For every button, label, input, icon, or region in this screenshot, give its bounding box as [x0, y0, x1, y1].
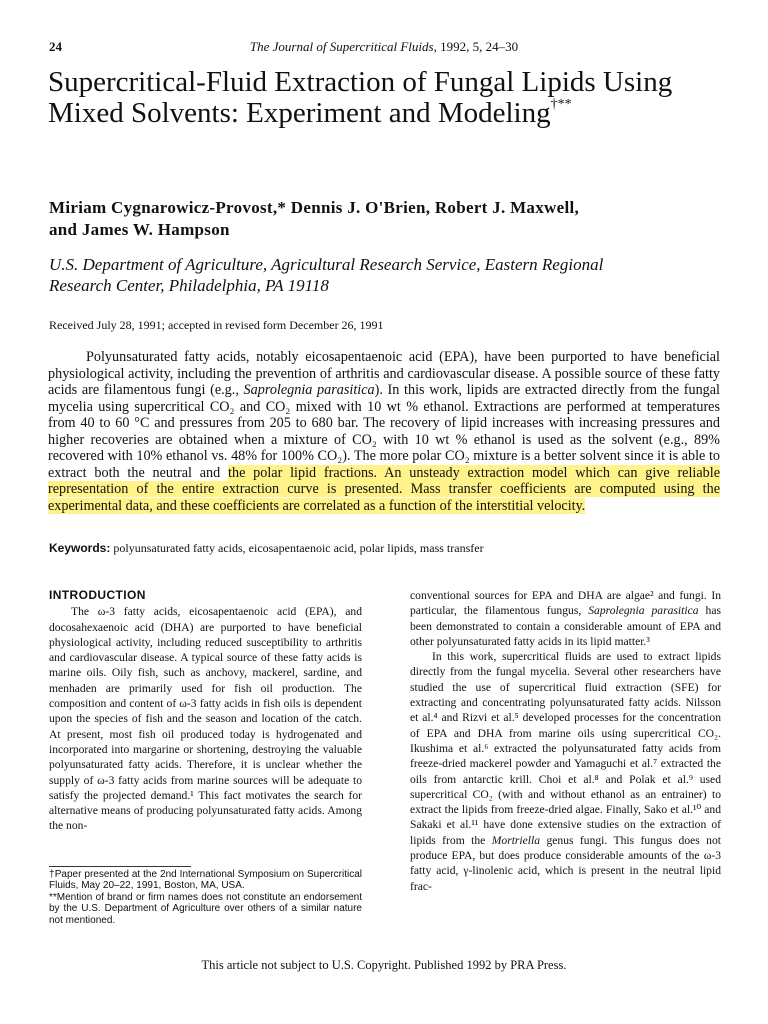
- journal-citation: , 1992, 5, 24–30: [433, 39, 519, 54]
- introduction-paragraph: The ω-3 fatty acids, eicosapentaenoic acid (EPA), and docosahexaenoic acid (DHA) are purported to have beneficial physiological activity, including reduced susceptibility to arthritis and cardiovascular disease. A typical source of these fatty acids is marine oils. Oily fish, such as anchovy, mackerel, sardine, and menhaden are primarily used for fish oil production. The composition and content of ω-3 fatty acids in fish oils is dependent upon the species of fish and the season and location of the catch. At present, most fish oil produced today is hydrogenated and incorporated into margarine or shortening, destroying the valuable polyunsaturated fatty acids. Therefore, it is unclear whether the supply of ω-3 fatty acids from marine sources will be adequate to satisfy the projected demand.¹ This fact motivates the search for alternative means of producing polyunsaturated fatty acids. Among the non-: [49, 605, 362, 833]
- author-list: [49, 197, 729, 241]
- keywords: [49, 541, 484, 556]
- right-text-1a: conventional sources for EPA and DHA are algae² and fungi. In particular, the filamentous fungus,: [410, 589, 721, 618]
- right-paragraph-1: [410, 588, 721, 649]
- title-footnote-marks: †**: [550, 97, 572, 112]
- abstract-text-1: Polyunsaturated fatty acids, notably eicosapentaenoic acid (EPA), have been purported to have beneficial physiological activity, including the prevention of arthritis and cardiovascular disease. A possible source of these fatty acids are filamentous fungi (e.g.,: [48, 349, 720, 398]
- running-header: [0, 39, 768, 55]
- affiliation: [49, 254, 729, 296]
- copyright-footer: This article not subject to U.S. Copyright. Published 1992 by PRA Press.: [201, 958, 567, 972]
- abstract: [48, 349, 720, 514]
- abstract-species: Saprolegnia parasitica: [243, 382, 375, 398]
- right-genus: Mortriella: [491, 833, 541, 847]
- right-text-2a: In this work, supercritical fluids are used to extract lipids directly from the fungal mycelia. Several other researchers have studied the use of supercritical fluid extraction (SFE) for extracting and concentrating polyunsaturated fatty acids. Nilsson et al.⁴ and Rizvi et al.⁵ developed processes for the concentration of EPA and DHA from marine oils using supercritical CO₂. Ikushima et al.⁶ extracted the polyunsaturated fatty acids from freeze-dried mackerel powder and Yamaguchi et al.⁷ extracted the oils from antarctic krill. Choi et al.⁸ and Polak et al.⁹ used supercritical CO₂ (with and without ethanol as an entrainer) to extract the lipids from freeze-dried algae. Finally, Sako et al.¹⁰ and Sakaki et al.¹¹ have done extensive studies on the extraction of lipids from the: [410, 650, 721, 847]
- right-paragraph-2: [410, 649, 721, 894]
- author-line-2: and James W. Hampson: [49, 220, 230, 239]
- article-title-text: Supercritical-Fluid Extraction of Fungal Lipids Using Mixed Solvents: Experiment and Modeling: [48, 66, 673, 129]
- abstract-text-2: ). In this work, lipids are extracted directly from the fungal mycelia using supercritical CO₂ and CO₂ mixed with 10 wt % ethanol. Extractions are performed at temperatures from 40 to 60 °C and pressures from 205 to 680 bar. The recovery of lipid increases with increasing pressures and higher recoveries are obtained when a mixture of CO₂ with 10 wt % ethanol is used as the solvent (e.g., 89% recovered with 10% ethanol vs. 48% for 100% CO₂). The more polar CO₂ mixture is a better solvent since it is able to extract both the neutral and: [48, 382, 721, 481]
- right-text-1b: has been demonstrated to contain a considerable amount of EPA and other polyunsaturated fatty acids in its lipid matter.³: [410, 604, 721, 648]
- page-number: 24: [49, 39, 62, 54]
- footnote-1: †Paper presented at the 2nd International Symposium on Supercritical Fluids, May 20–22, 1991, Boston, MA, USA.: [49, 869, 362, 892]
- right-text-2b: genus fungi. This fungus does not produce EPA, but does produce considerable amounts of the ω-3 fatty acid, γ-linolenic acid, which is present in the neutral lipid frac-: [410, 833, 722, 893]
- right-column: [410, 588, 721, 894]
- affiliation-line-1: U.S. Department of Agriculture, Agricultural Research Service, Eastern Regional: [49, 255, 604, 274]
- footnote-divider: [49, 866, 191, 867]
- abstract-highlight[interactable]: the polar lipid fractions. An unsteady extraction model which can give reliable representation of the entire extraction curve is presented. Mass transfer coefficients are computed using the experimental data, and these coefficients are correlated as a function of the interstitial velocity.: [48, 464, 720, 514]
- right-species: Saprolegnia parasitica: [588, 604, 699, 618]
- article-title: [48, 67, 728, 129]
- received-dates: Received July 28, 1991; accepted in revised form December 26, 1991: [49, 318, 384, 332]
- author-line-1: Miriam Cygnarowicz-Provost,* Dennis J. O'Brien, Robert J. Maxwell,: [49, 198, 580, 217]
- footnote-2: **Mention of brand or firm names does not constitute an endorsement by the U.S. Department of Agriculture over others of a similar nature not mentioned.: [49, 891, 362, 926]
- introduction-heading: INTRODUCTION: [49, 588, 146, 602]
- keywords-label: Keywords:: [49, 541, 111, 555]
- journal-name: The Journal of Supercritical Fluids: [249, 39, 434, 54]
- keywords-text: polyunsaturated fatty acids, eicosapentaenoic acid, polar lipids, mass transfer: [110, 541, 484, 555]
- footnotes: [49, 869, 362, 926]
- affiliation-line-2: Research Center, Philadelphia, PA 19118: [49, 276, 329, 295]
- introduction-column: [49, 588, 362, 834]
